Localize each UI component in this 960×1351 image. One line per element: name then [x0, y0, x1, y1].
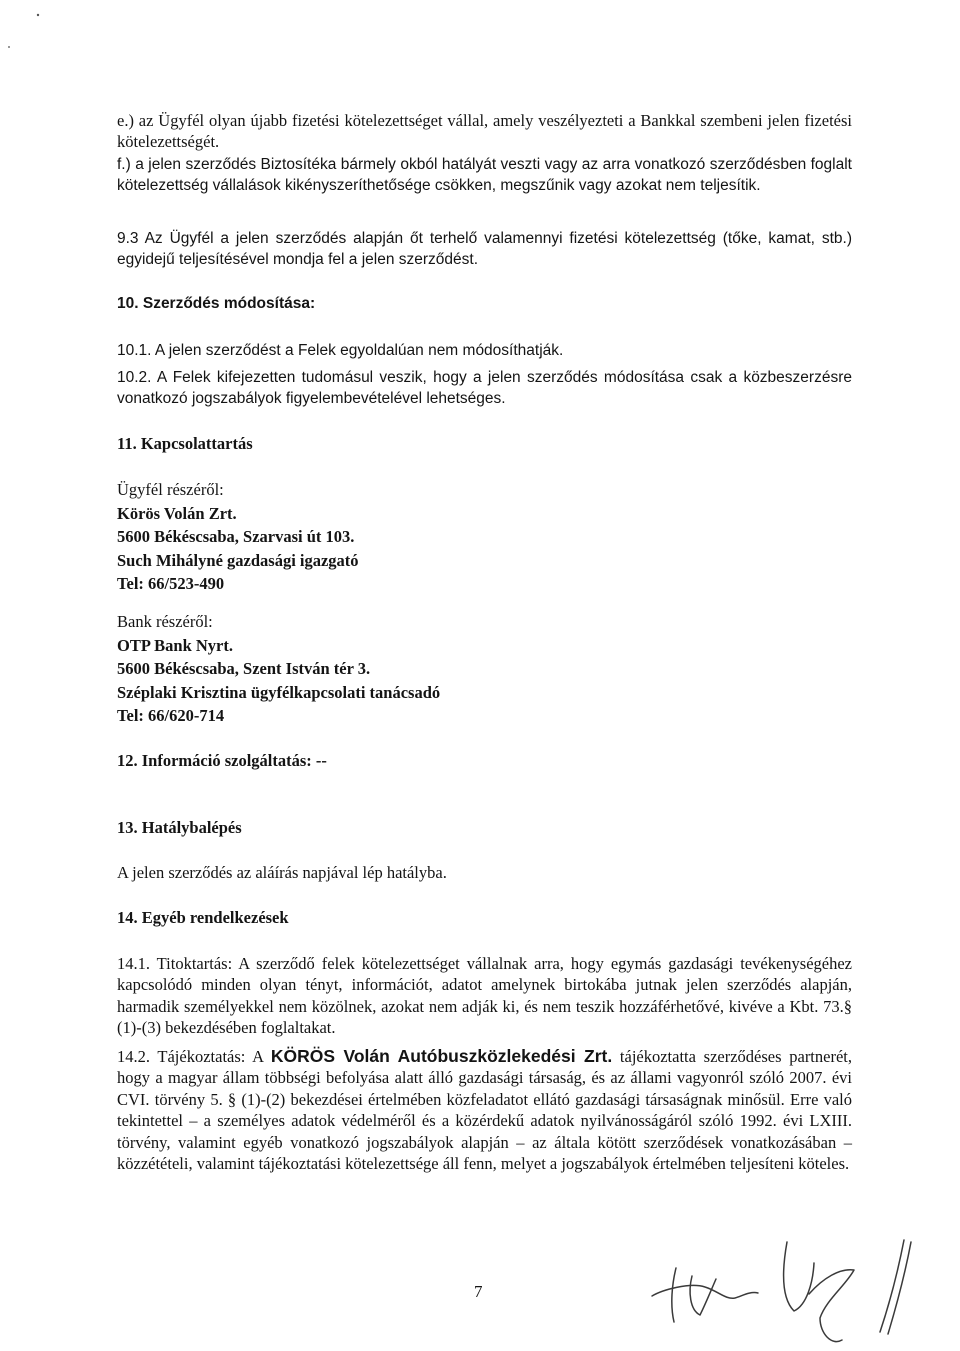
client-person: Such Mihályné gazdasági igazgató	[117, 550, 359, 570]
paragraph-14-2-lead: 14.2. Tájékoztatás: A	[117, 1047, 271, 1066]
bank-phone: Tel: 66/620-714	[117, 706, 225, 725]
initials-signature-2-tail	[809, 1270, 854, 1342]
initials-signature-1-loop	[690, 1276, 716, 1315]
paragraph-10-1: 10.1. A jelen szerződést a Felek egyoldalúan nem módosíthatják.	[117, 342, 564, 359]
bank-label: Bank részéről:	[117, 612, 213, 631]
paragraph-14-2-body: tájékoztatta szerződéses partnerét, hogy a magyar állam többségi befolyása alatt álló gazdasági társaság, és az állami vagyonról szóló 2007. évi CVI. törvény 5. § (1)-(2) bekezdései értelmében közfeladatot ellátó gazdasági társaságnak minősül. Erre való tekintettel – a személyes adatok védelméről és a közérdekű adatok nyilvánosságáról szóló 1992. évi LXIII. törvény, valamint egyéb vonatkozó jogszabályok alapján – az általa kötött szerződések vonatkozásában – közzétételi, valamint tájékoztatási kötelezettsége áll fenn, melyet a jogszabályok értelmében teljesíteni köteles.	[117, 1047, 852, 1174]
paragraph-10-2: 10.2. A Felek kifejezetten tudomásul veszik, hogy a jelen szerződés módosítása csak a közbeszerzésre vonatkozó jogszabályok figyelembevételével lehetséges.	[117, 369, 852, 407]
paragraph-f: f.) a jelen szerződés Biztosítéka bármely okból hatályát veszti vagy az arra vonatkozó szerződésben foglalt kötelezettség vállalások kikényszeríthetősége csökken, megszűnik vagy azokat nem teljesítik.	[117, 156, 852, 194]
client-phone: Tel: 66/523-490	[117, 574, 225, 593]
bank-person: Széplaki Krisztina ügyfélkapcsolati tanácsadó	[117, 682, 441, 702]
signature-slash-2	[888, 1242, 911, 1334]
section-13-text: A jelen szerződés az aláírás napjával lép hatályba.	[117, 863, 447, 882]
client-address: 5600 Békéscsaba, Szarvasi út 103.	[117, 527, 355, 546]
company-name-emphasis: KÖRÖS Volán Autóbuszközlekedési Zrt.	[270, 1046, 613, 1066]
client-company: Körös Volán Zrt.	[117, 503, 237, 523]
section-11-heading: 11. Kapcsolattartás	[117, 434, 253, 453]
bank-address: 5600 Békéscsaba, Szent István tér 3.	[117, 659, 371, 678]
initials-signature-1	[652, 1285, 758, 1298]
initials-signature-1-stroke	[672, 1268, 676, 1322]
section-10-heading: 10. Szerződés módosítása:	[117, 295, 316, 312]
paragraph-14-1: 14.1. Titoktartás: A szerződő felek kötelezettséget vállalnak arra, hogy egymás gazdasági tevékenységéhez kapcsolódó minden olyan tényt, információt, adatot amelynek birtokába jutnak jelen szerződés alapján, harmadik személyekkel nem közölnek, azokat nem adják ki, és nem teszik hozzáférhetővé, kivéve a Kbt. 73.§ (1)-(3) bekezdésében foglaltakat.	[117, 954, 852, 1038]
bank-company: OTP Bank Nyrt.	[117, 635, 233, 655]
initials-signature-2	[784, 1242, 814, 1311]
paragraph-9-3: 9.3 Az Ügyfél a jelen szerződés alapján őt terhelő valamennyi fizetési kötelezettség (tőke, kamat, stb.) egyidejű teljesítésével mondja fel a jelen szerződést.	[117, 230, 852, 268]
section-12-heading: 12. Információ szolgáltatás: --	[117, 751, 327, 770]
page-number: 7	[474, 1282, 483, 1301]
section-14-heading: 14. Egyéb rendelkezések	[117, 908, 289, 927]
client-label: Ügyfél részéről:	[117, 480, 224, 499]
section-13-heading: 13. Hatálybalépés	[117, 818, 242, 837]
paragraph-e: e.) az Ügyfél olyan újabb fizetési kötelezettséget vállal, amely veszélyezteti a Bankkal szembeni jelen fizetési kötelezettségét.	[117, 111, 852, 151]
